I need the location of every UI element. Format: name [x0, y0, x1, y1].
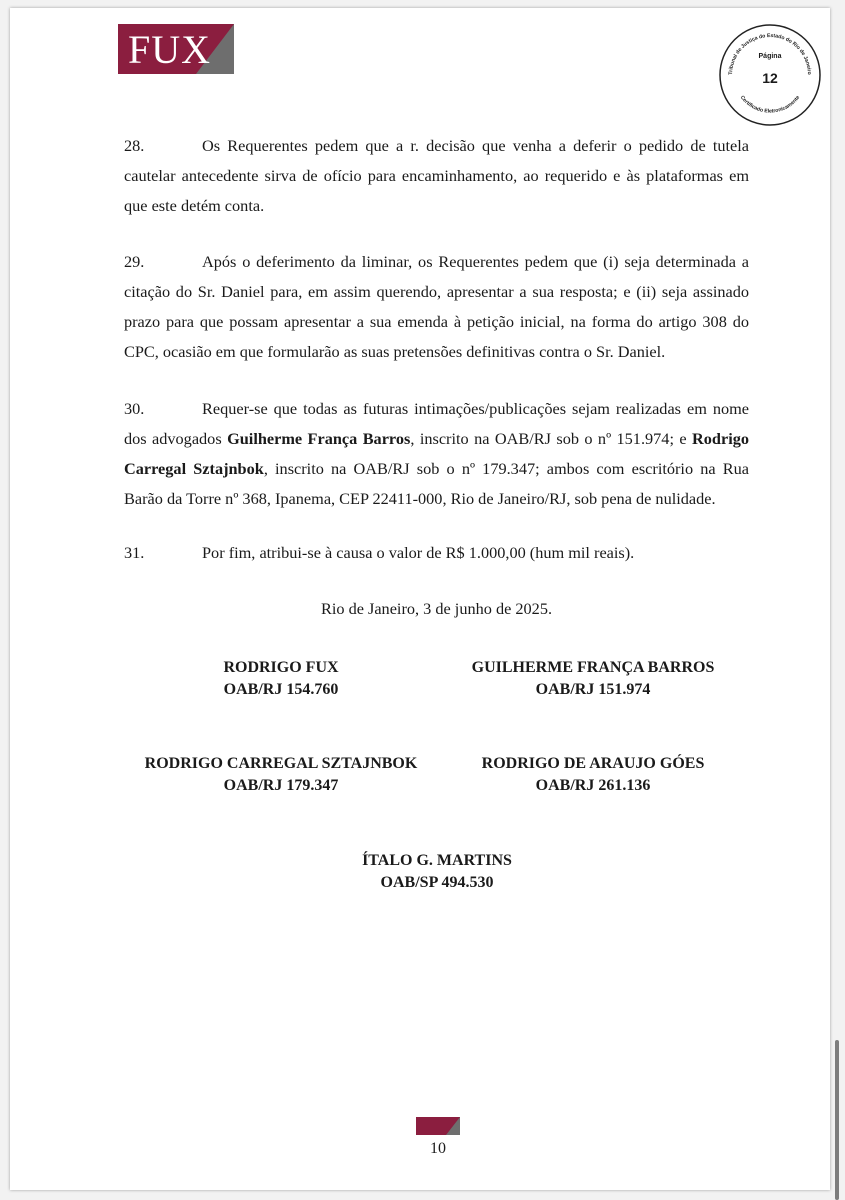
paragraph-text: Após o deferimento da liminar, os Requerentes pedem que (i) seja determinada a citação do Sr. Daniel para, em assim querendo, apresentar a sua resposta; e (ii) seja assinado prazo para que possam apresentar a sua emenda à petição inicial, na forma do artigo 308 do CPC, ocasião em que formularão as suas pretensões definitivas contra o Sr. Daniel. [124, 252, 749, 361]
paragraph-text: Requer-se que todas as futuras intimações/publicações sejam realizadas em nome dos advogados [124, 399, 749, 448]
lawyer-name-bold: Guilherme França Barros [227, 429, 411, 448]
fux-logo [118, 24, 234, 74]
signature-block [433, 657, 753, 701]
paragraph-text: , inscrito na OAB/RJ sob o nº 179.347; ambos com escritório na Rua Barão da Torre nº 368, Ipanema, CEP 22411-000, Rio de Janeiro/RJ, sob pena de nulidade. [124, 459, 749, 508]
page-number: 10 [430, 1140, 446, 1157]
footer-triangle-shape [446, 1117, 460, 1135]
signatory-name: GUILHERME FRANÇA BARROS [471, 659, 715, 676]
signatory-oab: OAB/RJ 261.136 [535, 777, 651, 794]
signatory-name: RODRIGO FUX [223, 659, 339, 676]
signature-block [433, 753, 753, 797]
stamp-court-name: Tribunal de Justiça do Estado do Rio de Janeiro [727, 32, 813, 75]
stamp-certified-text: Certificado Eletronicamente [738, 94, 802, 115]
signature-block [277, 850, 597, 894]
paragraph-31 [124, 538, 749, 568]
logo-text: FUX [128, 27, 212, 72]
lawyer-name-bold: Rodrigo Carregal Sztajnbok [124, 429, 749, 478]
signatory-name: RODRIGO CARREGAL SZTAJNBOK [144, 755, 418, 772]
paragraph-text: , inscrito na OAB/RJ sob o nº 151.974; e [410, 429, 693, 448]
paragraph-number: 30. [124, 399, 145, 418]
signatory-oab: OAB/RJ 151.974 [535, 681, 651, 698]
paragraph-30 [124, 394, 749, 514]
paragraph-28 [124, 131, 749, 221]
stamp-page-label: Página [758, 53, 782, 60]
signature-block [121, 753, 441, 797]
signatory-oab: OAB/RJ 154.760 [223, 681, 339, 698]
paragraph-number: 28. [124, 136, 145, 155]
stamp-page-number: 12 [762, 70, 778, 86]
signature-block [121, 657, 441, 701]
signatory-oab: OAB/RJ 179.347 [223, 777, 339, 794]
paragraph-text: Os Requerentes pedem que a r. decisão que venha a deferir o pedido de tutela cautelar antecedente sirva de ofício para encaminhamento, ao requerido e às plataformas em que este detém conta. [124, 136, 749, 215]
scrollbar-thumb[interactable] [835, 1040, 839, 1200]
paragraph-number: 29. [124, 252, 145, 271]
paragraph-29 [124, 247, 749, 367]
date-line: Rio de Janeiro, 3 de junho de 2025. [320, 599, 553, 618]
paragraph-number: 31. [124, 543, 145, 562]
footer-logo-mark [416, 1117, 460, 1135]
signatory-oab: OAB/SP 494.530 [380, 874, 494, 891]
signatory-name: RODRIGO DE ARAUJO GÓES [481, 755, 705, 772]
paragraph-text: Por fim, atribui-se à causa o valor de R$ 1.000,00 (hum mil reais). [202, 543, 635, 562]
signatory-name: ÍTALO G. MARTINS [362, 852, 512, 869]
